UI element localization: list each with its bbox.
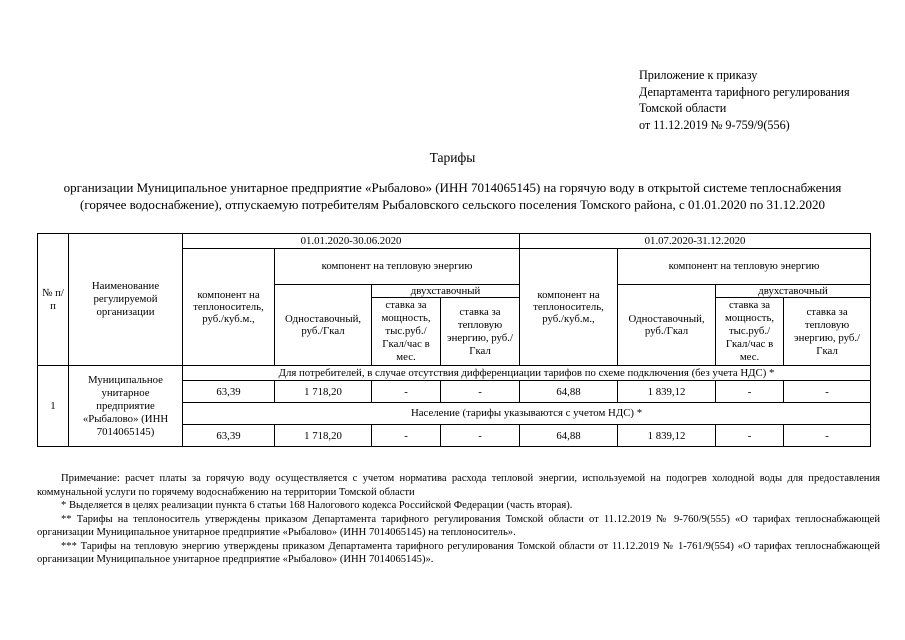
notes [37, 472, 880, 567]
subtitle-line: организации Муниципальное унитарное предприятие «Рыбалово» (ИНН 7014065145) на горячую воду в открытой системе теплоснабжения [63, 180, 842, 195]
table-cell: 63,39 [183, 381, 275, 403]
table-cell: - [441, 381, 520, 403]
header-single-rate: Одноставочный, руб./Гкал [275, 285, 372, 366]
table-cell: - [372, 425, 441, 447]
table-cell: 64,88 [520, 425, 618, 447]
subtitle-line: (горячее водоснабжение), отпускаемую потребителям Рыбаловского сельского поселения Томского района, с 01.01.2020 по 31.12.2020 [79, 196, 826, 212]
header-capacity-rate: ставка за мощность, тыс.руб./ Гкал/час в мес. [372, 298, 441, 366]
header-carrier-component: компонент на теплоноситель, руб./куб.м., [520, 249, 618, 366]
note-paragraph: Примечание: расчет платы за горячую воду осуществляется с учетом норматива расхода тепловой энергии, используемой на подогрев холодной воды для предоставления коммунальной услуги по горячему водоснабжению на территории Томской области [37, 473, 880, 498]
table-cell: - [716, 425, 784, 447]
header-period-1: 01.01.2020-30.06.2020 [183, 234, 520, 249]
table-cell: - [784, 381, 871, 403]
table-cell: - [441, 425, 520, 447]
header-number: № п/п [38, 234, 69, 366]
table-cell: - [716, 381, 784, 403]
header-two-rate: двухставочный [716, 285, 871, 298]
appendix-line: от 11.12.2019 № 9-759/9(556) [639, 117, 790, 132]
header-single-rate: Одноставочный, руб./Гкал [618, 285, 716, 366]
row-number: 1 [38, 366, 69, 447]
appendix-line: Томской области [639, 101, 727, 115]
table-cell: 63,39 [183, 425, 275, 447]
header-period-2: 01.07.2020-31.12.2020 [520, 234, 871, 249]
note-paragraph: *** Тарифы на тепловую энергию утверждены приказом Департамента тарифного регулирования Томской области от 11.12.2019 № 1-761/9(554) «О тарифах теплоснабжающей организации Муниципальное унитарное предприятие «Рыбалово» (ИНН 7014065145)». [37, 540, 880, 565]
document-subtitle [30, 180, 875, 213]
table-cell: - [372, 381, 441, 403]
table-cell: 1 718,20 [275, 425, 372, 447]
header-energy-component: компонент на тепловую энергию [618, 249, 871, 285]
group-label: Для потребителей, в случае отсутствия дифференциации тарифов по схеме подключения (без учета НДС) * [183, 366, 871, 381]
header-energy-component: компонент на тепловую энергию [275, 249, 520, 285]
header-energy-rate: ставка за тепловую энергию, руб./Гкал [784, 298, 871, 366]
table-cell: 64,88 [520, 381, 618, 403]
note-paragraph: * Выделяется в целях реализации пункта 6 статьи 168 Налогового кодекса Российской Федерации (часть вторая). [61, 500, 573, 511]
document-title: Тарифы [429, 150, 476, 165]
header-carrier-component: компонент на теплоноситель, руб./куб.м., [183, 249, 275, 366]
table-cell: 1 839,12 [618, 381, 716, 403]
header-organization: Наименование регулируемой организации [69, 234, 183, 366]
appendix-line: Департамента тарифного регулирования [639, 84, 850, 99]
table-cell: - [784, 425, 871, 447]
group-label: Население (тарифы указываются с учетом НДС) * [183, 403, 871, 425]
organization-name: Муниципальное унитарное предприятие «Рыбалово» (ИНН 7014065145) [69, 366, 183, 447]
header-energy-rate: ставка за тепловую энергию, руб./Гкал [441, 298, 520, 366]
header-two-rate: двухставочный [372, 285, 520, 298]
tariff-table [37, 233, 871, 447]
header-capacity-rate: ставка за мощность, тыс.руб./ Гкал/час в мес. [716, 298, 784, 366]
note-paragraph: ** Тарифы на теплоноситель утверждены приказом Департамента тарифного регулирования Томской области от 11.12.2019 № 9-760/9(555) «О тарифах теплоснабжающей организации Муниципальное унитарное предприятие «Рыбалово» (ИНН 7014065145) на теплоноситель». [37, 513, 880, 538]
table-cell: 1 839,12 [618, 425, 716, 447]
appendix-line: Приложение к приказу [639, 68, 758, 82]
appendix-header [639, 67, 850, 133]
table-cell: 1 718,20 [275, 381, 372, 403]
